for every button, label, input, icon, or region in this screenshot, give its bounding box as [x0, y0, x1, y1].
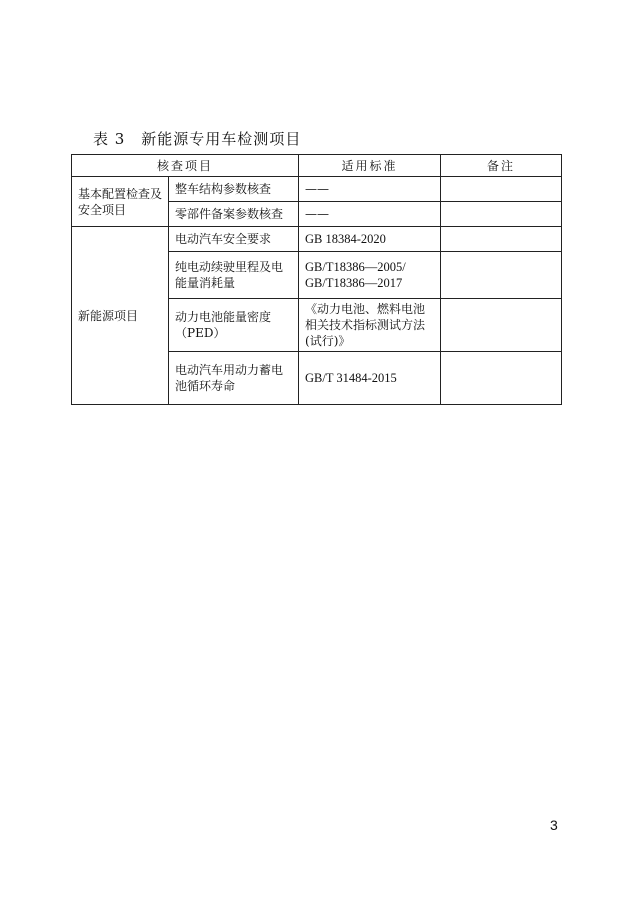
header-applicable-standard: 适用标准	[299, 155, 441, 177]
item-cell: 零部件备案参数核查	[169, 202, 299, 227]
item-cell: 纯电动续驶里程及电能量消耗量	[169, 252, 299, 299]
note-cell	[441, 352, 562, 405]
page-number: 3	[550, 817, 558, 833]
category-new-energy: 新能源项目	[72, 227, 169, 405]
item-cell: 动力电池能量密度（PED）	[169, 299, 299, 352]
standard-cell: ——	[299, 177, 441, 202]
note-cell	[441, 227, 562, 252]
note-cell	[441, 299, 562, 352]
note-cell	[441, 202, 562, 227]
standard-cell: GB 18384-2020	[299, 227, 441, 252]
table-row	[72, 227, 562, 252]
table-title: 表 3 新能源专用车检测项目	[93, 130, 302, 148]
item-cell: 整车结构参数核查	[169, 177, 299, 202]
standard-cell: GB/T 31484-2015	[299, 352, 441, 405]
standard-cell: 《动力电池、燃料电池相关技术指标测试方法(试行)》	[299, 299, 441, 352]
table-header-row	[72, 155, 562, 177]
note-cell	[441, 252, 562, 299]
category-basic-config-safety: 基本配置检查及安全项目	[72, 177, 169, 227]
item-cell: 电动汽车用动力蓄电池循环寿命	[169, 352, 299, 405]
table-row	[72, 177, 562, 202]
note-cell	[441, 177, 562, 202]
standard-cell: GB/T18386—2005/ GB/T18386—2017	[299, 252, 441, 299]
standard-cell: ——	[299, 202, 441, 227]
header-inspection-item: 核查项目	[72, 155, 299, 177]
item-cell: 电动汽车安全要求	[169, 227, 299, 252]
header-remarks: 备注	[441, 155, 562, 177]
inspection-items-table	[71, 154, 562, 405]
